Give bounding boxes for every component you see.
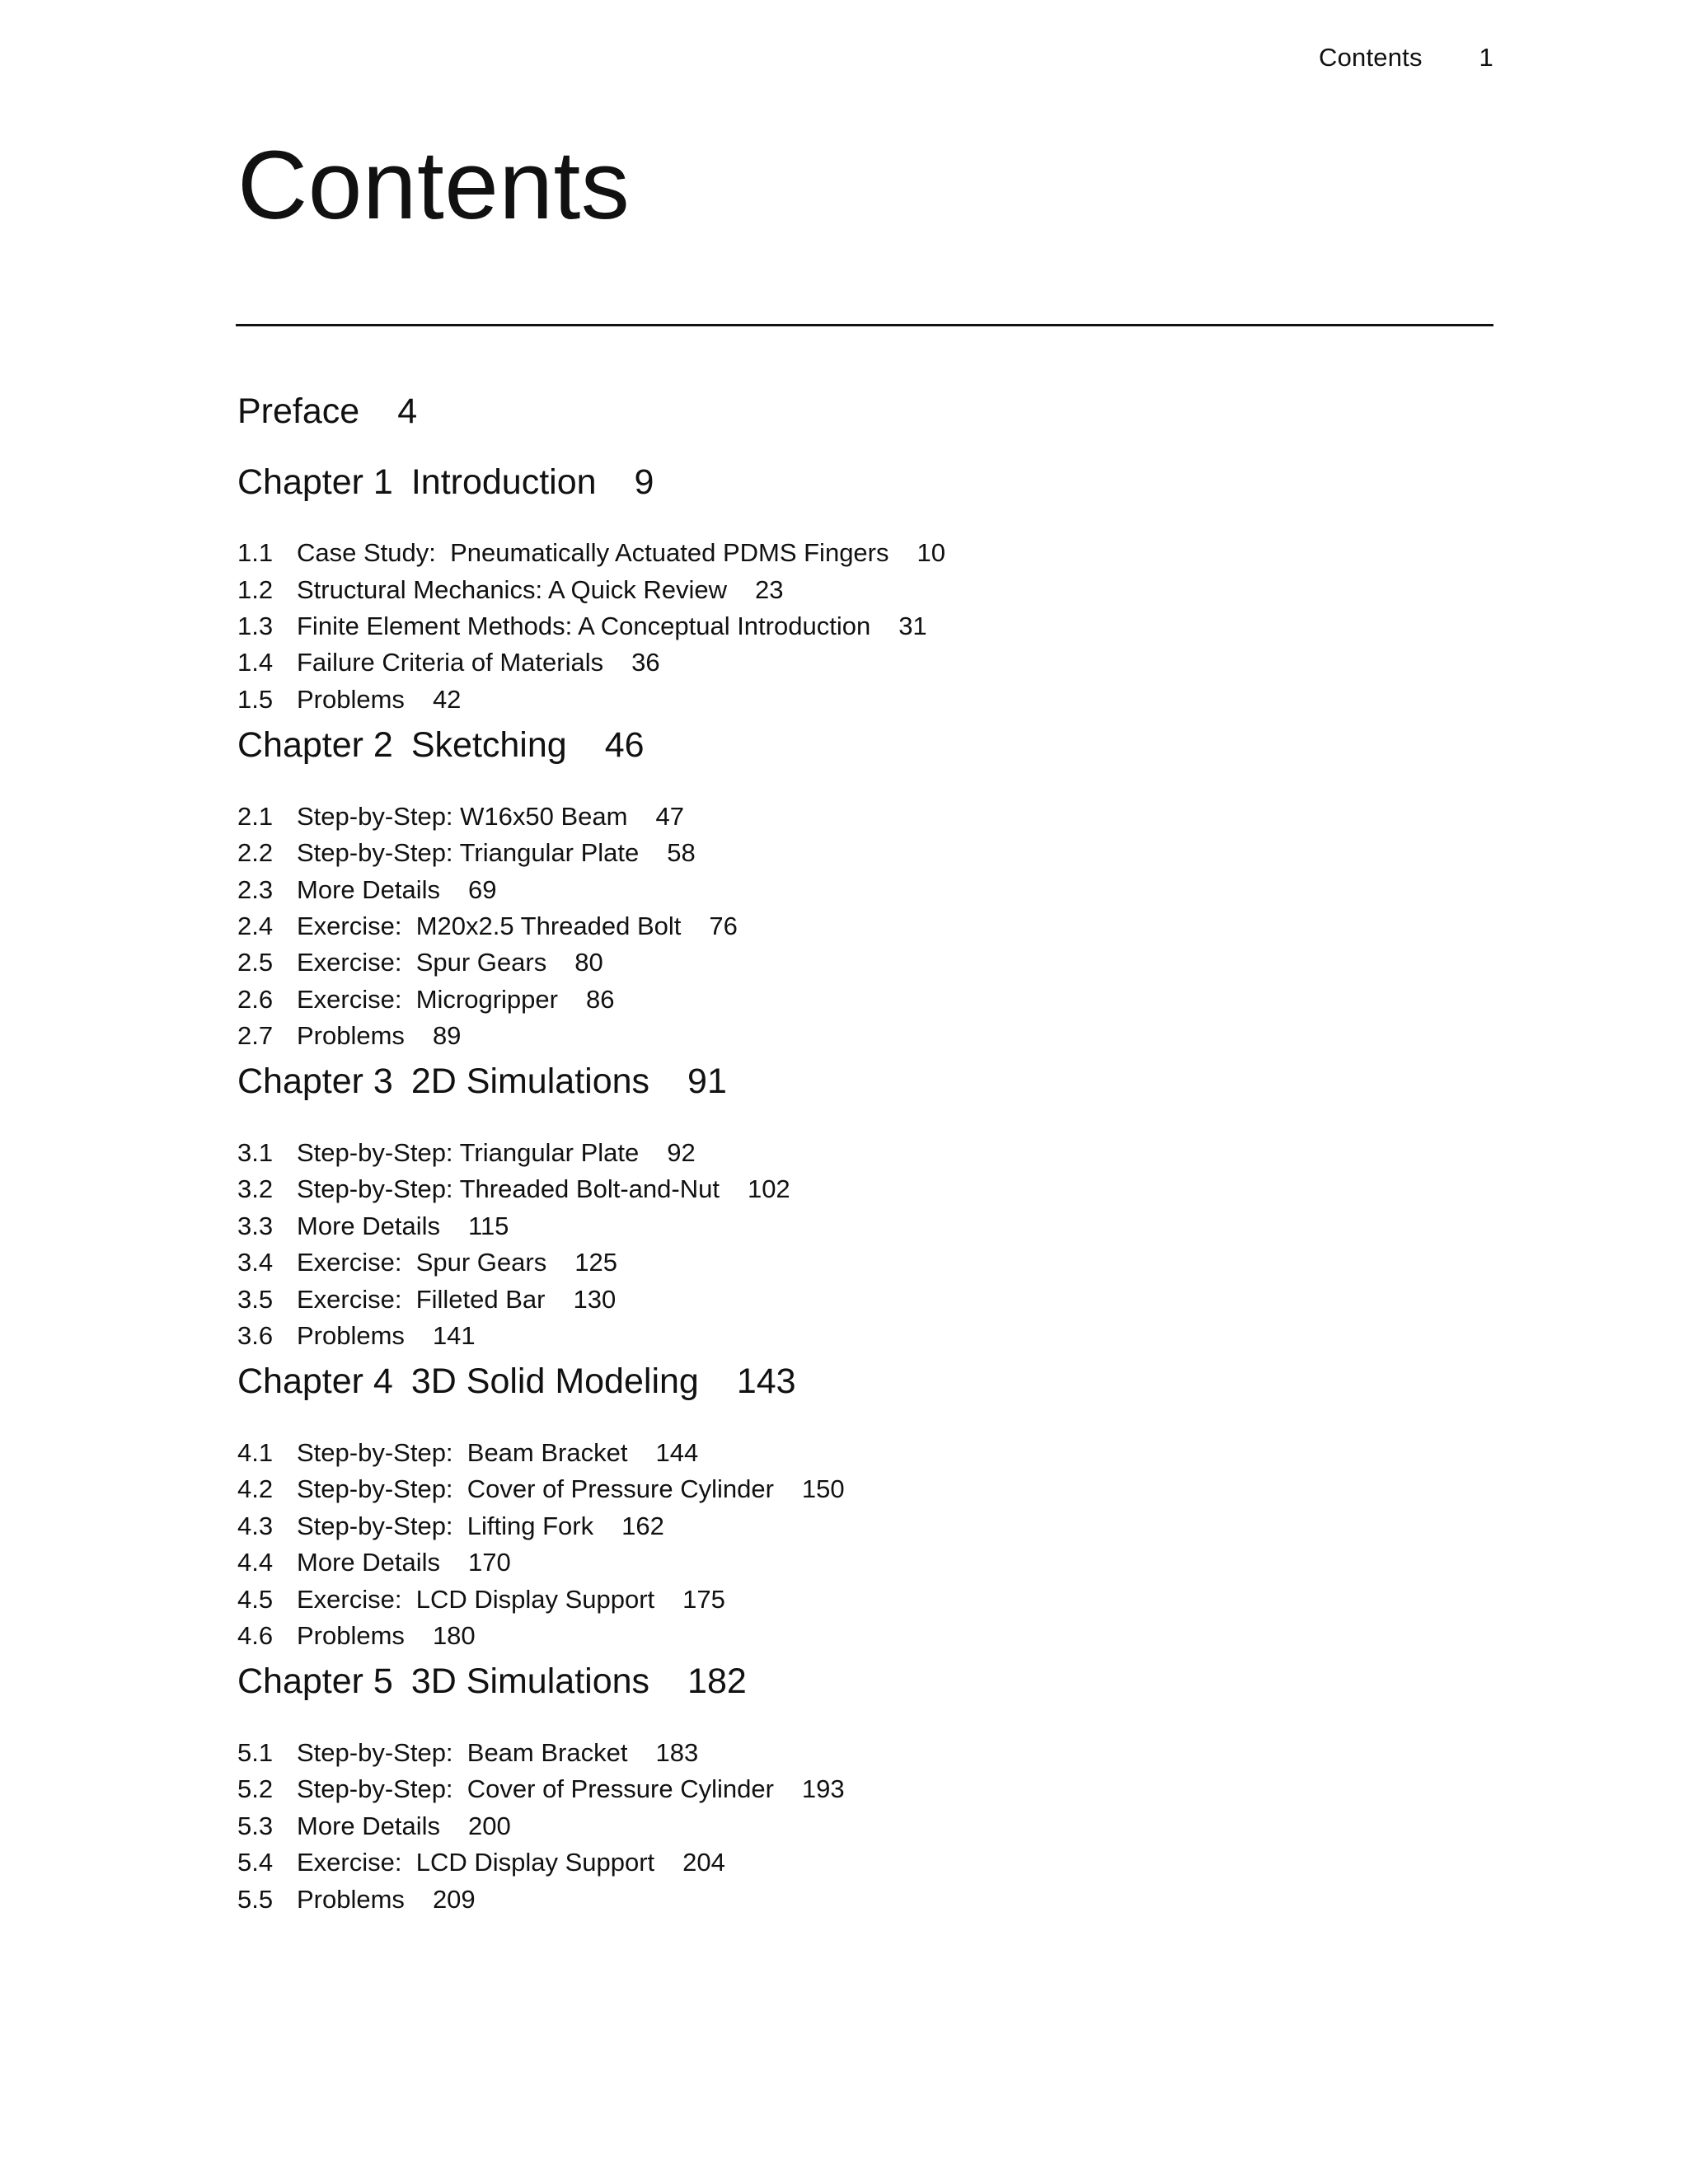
toc-entry-section[interactable] — [237, 1618, 1490, 1654]
toc-entry-section[interactable] — [237, 1808, 1490, 1844]
section-page: 130 — [573, 1284, 617, 1314]
section-number: 2.4 — [237, 911, 274, 940]
section-number: 3.2 — [237, 1174, 274, 1204]
section-title: More Details — [297, 1548, 440, 1577]
toc-entry-section[interactable] — [237, 1282, 1490, 1318]
toc-entry-section[interactable] — [237, 1244, 1490, 1281]
section-title: Case Study: Pneumatically Actuated PDMS Fingers — [297, 538, 889, 568]
toc-entry-section[interactable] — [237, 1318, 1490, 1354]
section-title: Finite Element Methods: A Conceptual Introduction — [297, 611, 871, 640]
section-title: Problems — [297, 1884, 405, 1914]
toc-entry-section[interactable] — [237, 1171, 1490, 1207]
toc-entry-preface[interactable] — [237, 391, 1490, 434]
chapter-page: 46 — [604, 725, 645, 766]
section-number: 1.1 — [237, 538, 274, 568]
preface-page: 4 — [397, 391, 418, 431]
section-number: 3.6 — [237, 1321, 274, 1351]
section-title: Exercise: LCD Display Support — [297, 1584, 655, 1614]
toc-entry-section[interactable] — [237, 944, 1490, 981]
section-number: 5.3 — [237, 1811, 274, 1840]
chapter-page: 91 — [687, 1062, 727, 1102]
section-title: Step-by-Step: Triangular Plate — [297, 838, 640, 868]
section-title: Step-by-Step: Beam Bracket — [297, 1438, 628, 1467]
section-list — [237, 799, 1490, 1055]
section-page: 31 — [898, 611, 927, 640]
section-page: 175 — [682, 1584, 725, 1614]
section-title: Exercise: Spur Gears — [297, 948, 547, 977]
section-number: 1.2 — [237, 574, 274, 604]
section-page: 89 — [432, 1021, 462, 1051]
section-number: 4.2 — [237, 1474, 274, 1504]
section-list — [237, 1135, 1490, 1354]
chapter-label: Chapter 2 — [237, 725, 393, 766]
toc-entry-section[interactable] — [237, 1435, 1490, 1471]
toc-entry-section[interactable] — [237, 644, 1490, 681]
section-page: 162 — [621, 1511, 664, 1540]
section-number: 4.3 — [237, 1511, 274, 1540]
section-page: 47 — [655, 801, 684, 831]
toc-entry-section[interactable] — [237, 535, 1490, 571]
running-head — [1319, 43, 1493, 73]
preface-label: Preface — [237, 391, 360, 431]
chapter-label: Chapter 1 — [237, 462, 393, 502]
section-page: 115 — [468, 1211, 509, 1240]
section-page: 76 — [709, 911, 738, 940]
chapter-block — [237, 1361, 1490, 1654]
section-number: 4.4 — [237, 1548, 274, 1577]
section-title: Problems — [297, 1620, 405, 1650]
section-number: 4.6 — [237, 1620, 274, 1650]
section-title: Exercise: Spur Gears — [297, 1248, 547, 1277]
section-page: 144 — [655, 1438, 699, 1467]
section-title: Exercise: M20x2.5 Threaded Bolt — [297, 911, 682, 940]
chapter-page: 9 — [634, 462, 654, 502]
section-title: More Details — [297, 1211, 440, 1240]
section-page: 42 — [432, 684, 462, 714]
section-page: 86 — [585, 984, 615, 1014]
chapter-title: 2D Simulations — [410, 1062, 650, 1102]
section-number: 4.1 — [237, 1438, 274, 1467]
section-number: 3.3 — [237, 1211, 274, 1240]
section-title: Step-by-Step: Cover of Pressure Cylinder — [297, 1774, 774, 1804]
section-title: More Details — [297, 1811, 440, 1840]
section-number: 5.2 — [237, 1774, 274, 1804]
toc-entry-section[interactable] — [237, 1582, 1490, 1618]
chapter-block — [237, 1061, 1490, 1354]
section-title: Exercise: Microgripper — [297, 984, 558, 1014]
section-number: 2.6 — [237, 984, 274, 1014]
toc-entry-section[interactable] — [237, 608, 1490, 644]
section-page: 150 — [801, 1474, 845, 1504]
section-title: Problems — [297, 1321, 405, 1351]
section-page: 58 — [667, 838, 696, 868]
chapter-label: Chapter 4 — [237, 1361, 393, 1402]
toc-entry-section[interactable] — [237, 1735, 1490, 1771]
section-page: 204 — [682, 1848, 725, 1877]
toc-entry-chapter[interactable] — [237, 1361, 1490, 1404]
section-page: 69 — [468, 874, 497, 904]
chapter-label: Chapter 5 — [237, 1661, 393, 1702]
section-number: 2.7 — [237, 1021, 274, 1051]
section-page: 80 — [574, 948, 603, 977]
chapter-block — [237, 724, 1490, 1054]
section-page: 183 — [655, 1737, 699, 1767]
section-number: 1.3 — [237, 611, 274, 640]
chapter-title: 3D Simulations — [410, 1661, 650, 1702]
chapter-block — [237, 1661, 1490, 1918]
toc-entry-chapter[interactable] — [237, 1061, 1490, 1104]
toc-entry-section[interactable] — [237, 1544, 1490, 1581]
toc-entry-section[interactable] — [237, 908, 1490, 944]
section-title: Structural Mechanics: A Quick Review — [297, 574, 728, 604]
section-number: 1.5 — [237, 684, 274, 714]
toc-entry-section[interactable] — [237, 1844, 1490, 1881]
toc-entry-section[interactable] — [237, 872, 1490, 908]
toc-entry-chapter[interactable] — [237, 724, 1490, 767]
section-title: More Details — [297, 874, 440, 904]
section-title: Step-by-Step: Beam Bracket — [297, 1737, 628, 1767]
section-title: Problems — [297, 1021, 405, 1051]
toc-entry-section[interactable] — [237, 799, 1490, 835]
toc-entry-section[interactable] — [237, 1771, 1490, 1807]
section-list — [237, 1435, 1490, 1654]
section-number: 2.2 — [237, 838, 274, 868]
section-title: Exercise: Filleted Bar — [297, 1284, 546, 1314]
toc-entry-section[interactable] — [237, 982, 1490, 1018]
chapter-label: Chapter 3 — [237, 1062, 393, 1102]
section-title: Step-by-Step: Cover of Pressure Cylinder — [297, 1474, 774, 1504]
page-title: Contents — [237, 131, 631, 240]
section-page: 10 — [917, 538, 945, 568]
section-page: 200 — [468, 1811, 511, 1840]
section-title: Problems — [297, 684, 405, 714]
toc-entry-chapter[interactable] — [237, 462, 1490, 504]
section-title: Step-by-Step: W16x50 Beam — [297, 801, 628, 831]
section-list — [237, 535, 1490, 718]
toc-entry-chapter[interactable] — [237, 1661, 1490, 1704]
section-title: Failure Criteria of Materials — [297, 648, 604, 677]
section-page: 180 — [432, 1620, 476, 1650]
section-number: 5.1 — [237, 1737, 274, 1767]
section-number: 2.5 — [237, 948, 274, 977]
section-page: 141 — [432, 1321, 476, 1351]
toc-entry-section[interactable] — [237, 682, 1490, 718]
toc-entry-section[interactable] — [237, 1471, 1490, 1507]
table-of-contents — [237, 371, 1490, 1924]
toc-entry-section[interactable] — [237, 572, 1490, 608]
section-title: Step-by-Step: Threaded Bolt-and-Nut — [297, 1174, 720, 1204]
section-number: 3.5 — [237, 1284, 274, 1314]
section-number: 5.4 — [237, 1848, 274, 1877]
toc-entry-section[interactable] — [237, 1018, 1490, 1054]
chapter-page: 182 — [687, 1661, 747, 1702]
section-list — [237, 1735, 1490, 1918]
section-page: 36 — [631, 648, 660, 677]
section-title: Step-by-Step: Lifting Fork — [297, 1511, 594, 1540]
section-number: 1.4 — [237, 648, 274, 677]
chapter-page: 143 — [736, 1361, 796, 1402]
chapter-title: Introduction — [410, 462, 597, 502]
section-number: 3.4 — [237, 1248, 274, 1277]
toc-entry-section[interactable] — [237, 1508, 1490, 1544]
chapter-title: 3D Solid Modeling — [410, 1361, 699, 1402]
running-head-label: Contents — [1319, 43, 1423, 72]
section-number: 5.5 — [237, 1884, 274, 1914]
section-number: 3.1 — [237, 1138, 274, 1168]
section-page: 209 — [432, 1884, 476, 1914]
section-page: 102 — [747, 1174, 790, 1204]
section-number: 2.1 — [237, 801, 274, 831]
section-number: 2.3 — [237, 874, 274, 904]
running-head-page-number: 1 — [1479, 43, 1493, 72]
section-page: 23 — [755, 574, 784, 604]
toc-entry-section[interactable] — [237, 1135, 1490, 1171]
toc-entry-section[interactable] — [237, 835, 1490, 871]
section-title: Exercise: LCD Display Support — [297, 1848, 655, 1877]
section-page: 92 — [667, 1138, 696, 1168]
toc-entry-section[interactable] — [237, 1882, 1490, 1918]
section-title: Step-by-Step: Triangular Plate — [297, 1138, 640, 1168]
section-page: 170 — [468, 1548, 511, 1577]
section-page: 193 — [801, 1774, 845, 1804]
section-number: 4.5 — [237, 1584, 274, 1614]
chapter-title: Sketching — [410, 725, 567, 766]
chapter-block — [237, 462, 1490, 719]
title-divider — [236, 324, 1493, 326]
toc-entry-section[interactable] — [237, 1208, 1490, 1244]
section-page: 125 — [574, 1248, 617, 1277]
